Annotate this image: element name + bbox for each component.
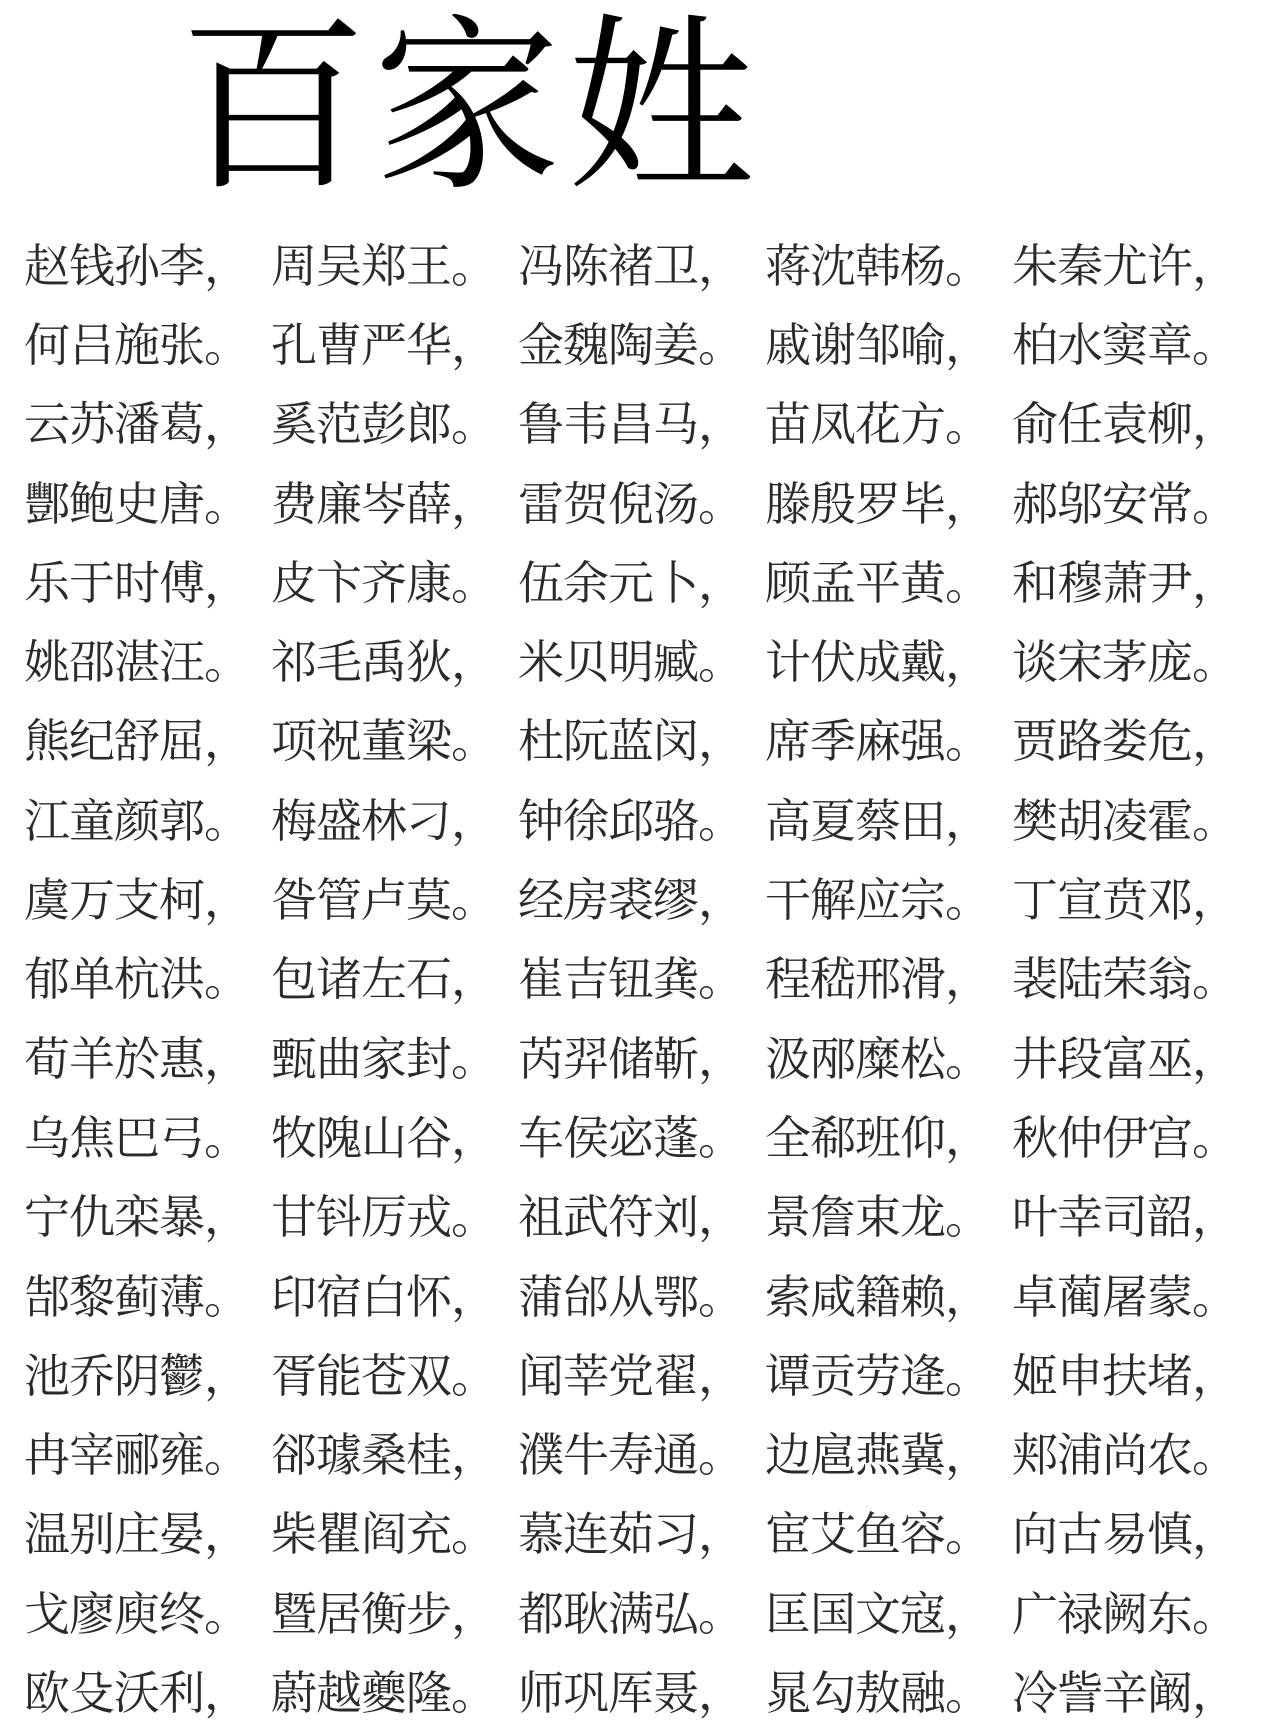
- surname-phrase: 汲邴糜松。: [765, 1031, 990, 1086]
- surname-phrase: 芮羿储靳，: [518, 1031, 743, 1086]
- surname-phrase: 慕连茹习，: [518, 1507, 743, 1562]
- surname-phrase: 郏浦尚农。: [1012, 1428, 1237, 1483]
- surname-phrase: 索咸籍赖，: [765, 1269, 990, 1324]
- surname-phrase: 昝管卢莫。: [271, 873, 496, 928]
- surname-phrase: 和穆萧尹，: [1012, 555, 1237, 610]
- surname-phrase: 谭贡劳逄。: [765, 1348, 990, 1403]
- surname-phrase: 柏水窦章。: [1012, 317, 1237, 372]
- surname-phrase: 裴陆荣翁。: [1012, 952, 1237, 1007]
- surname-phrase: 冉宰郦雍。: [24, 1428, 249, 1483]
- surname-phrase: 伍余元卜，: [518, 555, 743, 610]
- surname-phrase: 项祝董梁。: [271, 714, 496, 769]
- surname-phrase: 计伏成戴，: [765, 635, 990, 690]
- surname-phrase: 高夏蔡田，: [765, 793, 990, 848]
- surname-grid: [24, 226, 1264, 1733]
- surname-phrase: 程嵇邢滑，: [765, 952, 990, 1007]
- surname-phrase: 井段富巫，: [1012, 1031, 1237, 1086]
- surname-phrase: 广禄阙东。: [1012, 1586, 1237, 1641]
- surname-row: [24, 1653, 1264, 1732]
- surname-phrase: 崔吉钮龚。: [518, 952, 743, 1007]
- surname-phrase: 皮卞齐康。: [271, 555, 496, 610]
- surname-row: [24, 226, 1264, 305]
- surname-phrase: 包诸左石，: [271, 952, 496, 1007]
- surname-phrase: 樊胡凌霍。: [1012, 793, 1237, 848]
- surname-row: [24, 1415, 1264, 1494]
- surname-row: [24, 543, 1264, 622]
- surname-phrase: 边扈燕冀，: [765, 1428, 990, 1483]
- surname-row: [24, 1098, 1264, 1177]
- surname-row: [24, 1019, 1264, 1098]
- surname-phrase: 向古易慎，: [1012, 1507, 1237, 1562]
- surname-phrase: 晁勾敖融。: [765, 1665, 990, 1720]
- surname-phrase: 温别庄晏，: [24, 1507, 249, 1562]
- surname-phrase: 全郗班仰，: [765, 1110, 990, 1165]
- surname-row: [24, 1495, 1264, 1574]
- surname-phrase: 车侯宓蓬。: [518, 1110, 743, 1165]
- surname-phrase: 郜黎蓟薄。: [24, 1269, 249, 1324]
- surname-row: [24, 385, 1264, 464]
- surname-row: [24, 305, 1264, 384]
- surname-phrase: 牧隗山谷，: [271, 1110, 496, 1165]
- surname-phrase: 姚邵湛汪。: [24, 635, 249, 690]
- surname-phrase: 蒋沈韩杨。: [765, 238, 990, 293]
- surname-phrase: 苗凤花方。: [765, 397, 990, 452]
- surname-row: [24, 622, 1264, 701]
- surname-phrase: 匡国文寇，: [765, 1586, 990, 1641]
- surname-phrase: 胥能苍双。: [271, 1348, 496, 1403]
- surname-phrase: 滕殷罗毕，: [765, 476, 990, 531]
- surname-row: [24, 781, 1264, 860]
- surname-phrase: 戈廖庾终。: [24, 1586, 249, 1641]
- surname-phrase: 叶幸司韶，: [1012, 1190, 1237, 1245]
- surname-phrase: 欧殳沃利，: [24, 1665, 249, 1720]
- surname-phrase: 师巩厍聂，: [518, 1665, 743, 1720]
- surname-phrase: 甘钭厉戎。: [271, 1190, 496, 1245]
- surname-row: [24, 940, 1264, 1019]
- surname-phrase: 景詹束龙。: [765, 1190, 990, 1245]
- surname-phrase: 费廉岑薛，: [271, 476, 496, 531]
- surname-phrase: 梅盛林刁，: [271, 793, 496, 848]
- surname-phrase: 赵钱孙李，: [24, 238, 249, 293]
- surname-row: [24, 1336, 1264, 1415]
- surname-phrase: 郝邬安常。: [1012, 476, 1237, 531]
- surname-phrase: 戚谢邹喻，: [765, 317, 990, 372]
- surname-row: [24, 1178, 1264, 1257]
- surname-phrase: 顾孟平黄。: [765, 555, 990, 610]
- surname-phrase: 俞任袁柳，: [1012, 397, 1237, 452]
- surname-phrase: 鲁韦昌马，: [518, 397, 743, 452]
- surname-phrase: 姬申扶堵，: [1012, 1348, 1237, 1403]
- surname-phrase: 宁仇栾暴，: [24, 1190, 249, 1245]
- surname-phrase: 杜阮蓝闵，: [518, 714, 743, 769]
- surname-phrase: 雷贺倪汤。: [518, 476, 743, 531]
- surname-phrase: 乌焦巴弓。: [24, 1110, 249, 1165]
- surname-phrase: 朱秦尤许，: [1012, 238, 1237, 293]
- surname-phrase: 米贝明臧。: [518, 635, 743, 690]
- surname-phrase: 祖武符刘，: [518, 1190, 743, 1245]
- surname-phrase: 经房裘缪，: [518, 873, 743, 928]
- surname-phrase: 席季麻强。: [765, 714, 990, 769]
- surname-phrase: 何吕施张。: [24, 317, 249, 372]
- surname-phrase: 郤璩桑桂，: [271, 1428, 496, 1483]
- surname-phrase: 贾路娄危，: [1012, 714, 1237, 769]
- surname-phrase: 池乔阴鬱，: [24, 1348, 249, 1403]
- surname-row: [24, 860, 1264, 939]
- surname-phrase: 秋仲伊宫。: [1012, 1110, 1237, 1165]
- surname-phrase: 冯陈褚卫，: [518, 238, 743, 293]
- page-title: 百家姓: [179, 0, 761, 217]
- surname-phrase: 周吴郑王。: [271, 238, 496, 293]
- surname-row: [24, 1257, 1264, 1336]
- surname-phrase: 奚范彭郎。: [271, 397, 496, 452]
- surname-phrase: 祁毛禹狄，: [271, 635, 496, 690]
- surname-phrase: 蔚越夔隆。: [271, 1665, 496, 1720]
- surname-phrase: 都耿满弘。: [518, 1586, 743, 1641]
- surname-phrase: 宦艾鱼容。: [765, 1507, 990, 1562]
- surname-phrase: 柴瞿阎充。: [271, 1507, 496, 1562]
- surname-phrase: 钟徐邱骆。: [518, 793, 743, 848]
- surname-phrase: 金魏陶姜。: [518, 317, 743, 372]
- surname-row: [24, 702, 1264, 781]
- surname-phrase: 卓蔺屠蒙。: [1012, 1269, 1237, 1324]
- surname-phrase: 冷訾辛阚，: [1012, 1665, 1237, 1720]
- surname-phrase: 暨居衡步，: [271, 1586, 496, 1641]
- surname-phrase: 云苏潘葛，: [24, 397, 249, 452]
- surname-phrase: 江童颜郭。: [24, 793, 249, 848]
- surname-row: [24, 1574, 1264, 1653]
- surname-phrase: 熊纪舒屈，: [24, 714, 249, 769]
- surname-phrase: 虞万支柯，: [24, 873, 249, 928]
- surname-phrase: 郁单杭洪。: [24, 952, 249, 1007]
- surname-phrase: 濮牛寿通。: [518, 1428, 743, 1483]
- surname-phrase: 丁宣贲邓，: [1012, 873, 1237, 928]
- surname-phrase: 闻莘党翟，: [518, 1348, 743, 1403]
- surname-phrase: 谈宋茅庞。: [1012, 635, 1237, 690]
- surname-row: [24, 464, 1264, 543]
- surname-phrase: 甄曲家封。: [271, 1031, 496, 1086]
- surname-phrase: 孔曹严华，: [271, 317, 496, 372]
- surname-phrase: 乐于时傅，: [24, 555, 249, 610]
- surname-phrase: 干解应宗。: [765, 873, 990, 928]
- surname-phrase: 酆鲍史唐。: [24, 476, 249, 531]
- surname-phrase: 印宿白怀，: [271, 1269, 496, 1324]
- surname-phrase: 荀羊於惠，: [24, 1031, 249, 1086]
- surname-phrase: 蒲邰从鄂。: [518, 1269, 743, 1324]
